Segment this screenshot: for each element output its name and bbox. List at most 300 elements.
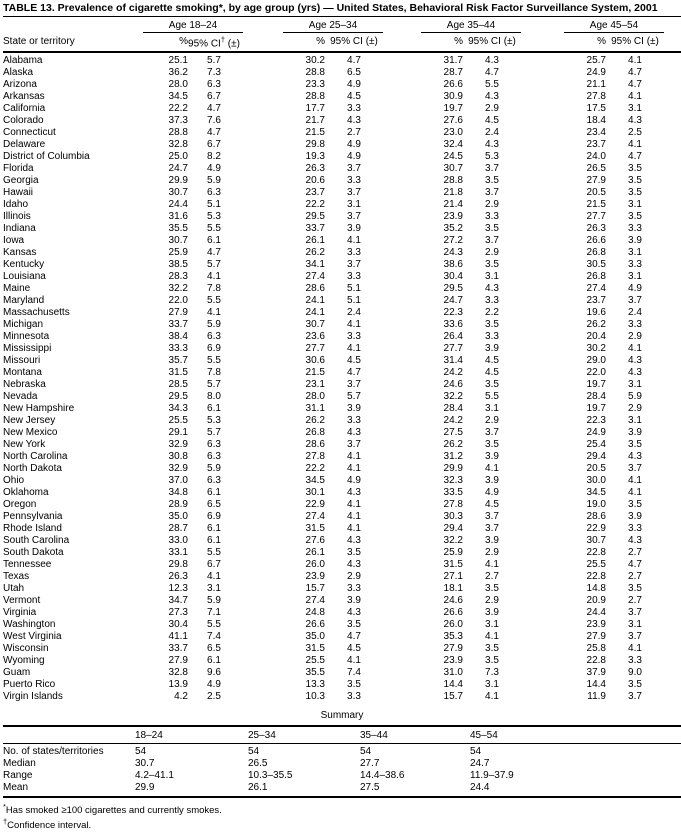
state-name: Guam — [3, 667, 31, 679]
pct-value: 33.7 — [168, 643, 188, 655]
pct-value: 20.5 — [586, 463, 606, 475]
pct-value: 22.0 — [168, 295, 188, 307]
state-name: Arizona — [3, 79, 37, 91]
state-name: New Mexico — [3, 427, 58, 439]
age-group-label: Age 18–24 — [143, 19, 243, 33]
row-spacer — [664, 499, 681, 511]
pct-value: 30.2 — [586, 343, 606, 355]
ci-value: 2.9 — [485, 547, 499, 559]
table-row — [3, 151, 681, 163]
state-col-spacer — [3, 17, 143, 33]
age-group-header-35-44 — [383, 17, 521, 33]
ci-value: 6.3 — [207, 439, 221, 451]
summary-table — [3, 725, 681, 798]
row-spacer — [664, 679, 681, 691]
pct-value: 33.0 — [168, 535, 188, 547]
ci-value: 3.7 — [347, 439, 361, 451]
row-spacer — [664, 355, 681, 367]
table-row — [3, 547, 681, 559]
row-spacer — [664, 67, 681, 79]
ci-value: 3.9 — [485, 607, 499, 619]
ci-value: 3.7 — [347, 379, 361, 391]
ci-value: 7.4 — [347, 667, 361, 679]
ci-value: 6.7 — [207, 559, 221, 571]
table-row — [3, 595, 681, 607]
pct-value: 19.7 — [443, 103, 463, 115]
pct-value: 24.9 — [586, 427, 606, 439]
pct-value: 31.5 — [168, 367, 188, 379]
pct-value: 26.1 — [305, 235, 325, 247]
pct-value: 31.0 — [443, 667, 463, 679]
ci-value: 5.5 — [207, 547, 221, 559]
ci-value: 2.9 — [347, 571, 361, 583]
ci-value: 3.1 — [628, 619, 642, 631]
table-row — [3, 451, 681, 463]
pct-value: 23.7 — [305, 187, 325, 199]
pct-column-header: % — [597, 36, 606, 48]
table-row — [3, 163, 681, 175]
ci-value: 2.9 — [628, 403, 642, 415]
state-name: Georgia — [3, 175, 39, 187]
pct-value: 22.0 — [586, 367, 606, 379]
ci-value: 3.7 — [628, 607, 642, 619]
row-spacer — [664, 223, 681, 235]
row-spacer — [664, 655, 681, 667]
ci-value: 4.7 — [628, 79, 642, 91]
pct-value: 28.0 — [305, 391, 325, 403]
ci-value: 4.1 — [347, 235, 361, 247]
summary-value: 26.5 — [248, 758, 268, 770]
pct-value: 29.5 — [443, 283, 463, 295]
row-spacer — [664, 619, 681, 631]
ci-value: 3.5 — [485, 223, 499, 235]
row-spacer — [664, 583, 681, 595]
ci-value: 6.3 — [207, 79, 221, 91]
pct-value: 31.5 — [443, 559, 463, 571]
state-name: Maryland — [3, 295, 45, 307]
pct-value: 10.3 — [305, 691, 325, 703]
table-row — [3, 319, 681, 331]
pct-value: 19.0 — [586, 499, 606, 511]
ci-value: 5.5 — [485, 79, 499, 91]
ci-value: 3.5 — [485, 655, 499, 667]
row-spacer — [664, 175, 681, 187]
state-name: Kentucky — [3, 259, 45, 271]
ci-value: 6.3 — [207, 187, 221, 199]
ci-value: 3.3 — [485, 331, 499, 343]
pct-value: 26.6 — [586, 235, 606, 247]
ci-value: 4.5 — [485, 355, 499, 367]
pct-value: 21.5 — [586, 199, 606, 211]
ci-value: 8.2 — [207, 151, 221, 163]
state-name: Virgin Islands — [3, 691, 63, 703]
state-column-header: State or territory — [3, 36, 75, 48]
ci-value: 4.5 — [347, 643, 361, 655]
summary-value: 30.7 — [135, 758, 155, 770]
pct-value: 27.6 — [305, 535, 325, 547]
pct-column-header: % — [316, 36, 325, 48]
summary-row — [3, 758, 681, 770]
row-spacer — [664, 211, 681, 223]
ci-value: 6.3 — [207, 451, 221, 463]
pct-value: 31.2 — [443, 451, 463, 463]
table-row — [3, 415, 681, 427]
pct-value: 27.4 — [305, 271, 325, 283]
pct-value: 30.7 — [443, 163, 463, 175]
summary-value: 27.7 — [360, 758, 380, 770]
ci-value: 7.6 — [207, 115, 221, 127]
pct-value: 13.9 — [168, 679, 188, 691]
pct-value: 24.4 — [168, 199, 188, 211]
table-row — [3, 139, 681, 151]
ci-value: 6.1 — [207, 487, 221, 499]
summary-value: 4.2–41.1 — [135, 770, 174, 782]
ci-header-text: (±) — [225, 38, 240, 50]
summary-value: 27.5 — [360, 782, 380, 794]
pct-value: 24.2 — [443, 415, 463, 427]
pct-value: 22.8 — [586, 655, 606, 667]
ci-value: 4.1 — [347, 451, 361, 463]
pct-value: 26.8 — [305, 427, 325, 439]
pct-value: 34.1 — [305, 259, 325, 271]
ci-value: 6.1 — [207, 235, 221, 247]
ci-value: 3.7 — [485, 427, 499, 439]
row-spacer — [664, 559, 681, 571]
ci-value: 4.9 — [347, 139, 361, 151]
pct-value: 27.3 — [168, 607, 188, 619]
summary-row-label: No. of states/territories — [3, 746, 104, 758]
table-row — [3, 271, 681, 283]
pct-value: 30.7 — [586, 535, 606, 547]
ci-value: 4.9 — [347, 151, 361, 163]
pct-value: 28.8 — [305, 91, 325, 103]
age-group-header-18-24 — [143, 17, 240, 33]
pct-value: 38.5 — [168, 259, 188, 271]
pct-value: 27.9 — [443, 643, 463, 655]
ci-value: 3.5 — [347, 619, 361, 631]
pct-column-header: % — [179, 36, 188, 48]
ci-value: 3.5 — [628, 583, 642, 595]
ci-value: 6.1 — [207, 403, 221, 415]
ci-value: 3.7 — [485, 187, 499, 199]
table-row — [3, 67, 681, 79]
ci-value: 3.1 — [347, 199, 361, 211]
pct-value: 22.2 — [168, 103, 188, 115]
ci-value: 4.1 — [628, 139, 642, 151]
pct-value: 27.8 — [443, 499, 463, 511]
table-row — [3, 463, 681, 475]
pct-value: 25.4 — [586, 439, 606, 451]
summary-value: 54 — [248, 746, 260, 758]
row-spacer — [664, 595, 681, 607]
pct-value: 30.5 — [586, 259, 606, 271]
ci-value: 3.3 — [347, 175, 361, 187]
state-name: Washington — [3, 619, 56, 631]
table-row — [3, 391, 681, 403]
ci-value: 5.1 — [207, 199, 221, 211]
footnote-ci — [3, 816, 681, 831]
ci-value: 3.5 — [485, 319, 499, 331]
table-row — [3, 583, 681, 595]
row-spacer — [664, 487, 681, 499]
summary-body — [3, 744, 681, 798]
ci-value: 4.7 — [628, 151, 642, 163]
ci-value: 5.5 — [207, 619, 221, 631]
ci-value: 7.8 — [207, 283, 221, 295]
table-row — [3, 283, 681, 295]
ci-value: 3.9 — [628, 235, 642, 247]
ci-value: 5.9 — [207, 463, 221, 475]
ci-value: 4.1 — [628, 487, 642, 499]
ci-value: 3.3 — [628, 655, 642, 667]
pct-value: 24.7 — [443, 295, 463, 307]
table-row — [3, 439, 681, 451]
ci-value: 3.1 — [485, 619, 499, 631]
ci-value: 5.9 — [628, 391, 642, 403]
ci-value: 4.3 — [347, 607, 361, 619]
pct-value: 26.8 — [586, 247, 606, 259]
table-row — [3, 403, 681, 415]
pct-value: 25.5 — [586, 559, 606, 571]
ci-value: 3.7 — [628, 631, 642, 643]
table-row — [3, 691, 681, 703]
state-name: Missouri — [3, 355, 41, 367]
pct-value: 25.5 — [168, 415, 188, 427]
ci-value: 2.7 — [628, 547, 642, 559]
ci-value: 2.5 — [207, 691, 221, 703]
ci-column-header: 95% CI (±) — [468, 36, 516, 48]
pct-value: 22.9 — [305, 499, 325, 511]
pct-value: 20.4 — [586, 331, 606, 343]
ci-value: 3.7 — [485, 523, 499, 535]
state-name: Vermont — [3, 595, 41, 607]
state-name: Delaware — [3, 139, 46, 151]
row-spacer — [664, 571, 681, 583]
ci-value: 9.6 — [207, 667, 221, 679]
pct-value: 31.6 — [168, 211, 188, 223]
state-name: South Carolina — [3, 535, 70, 547]
row-spacer — [664, 247, 681, 259]
pct-value: 20.6 — [305, 175, 325, 187]
ci-value: 4.7 — [485, 67, 499, 79]
state-name: Florida — [3, 163, 34, 175]
row-spacer — [664, 367, 681, 379]
pct-value: 35.5 — [168, 223, 188, 235]
pct-value: 34.3 — [168, 403, 188, 415]
ci-column-header: 95% CI (±) — [330, 36, 378, 48]
row-spacer — [664, 139, 681, 151]
row-spacer — [664, 319, 681, 331]
ci-value: 6.9 — [207, 343, 221, 355]
pct-value: 26.0 — [305, 559, 325, 571]
table-row — [3, 247, 681, 259]
pct-value: 17.7 — [305, 103, 325, 115]
row-spacer — [664, 451, 681, 463]
pct-value: 23.7 — [586, 139, 606, 151]
pct-value: 26.3 — [586, 223, 606, 235]
pct-value: 34.5 — [305, 475, 325, 487]
ci-value: 2.2 — [485, 307, 499, 319]
pct-value: 29.4 — [586, 451, 606, 463]
ci-value: 3.5 — [485, 259, 499, 271]
table-row — [3, 211, 681, 223]
pct-value: 29.9 — [443, 463, 463, 475]
summary-value: 24.7 — [470, 758, 490, 770]
row-spacer — [664, 607, 681, 619]
ci-value: 3.7 — [347, 187, 361, 199]
state-name: District of Columbia — [3, 151, 90, 163]
pct-value: 28.6 — [305, 439, 325, 451]
pct-value: 23.6 — [305, 331, 325, 343]
pct-value: 4.2 — [174, 691, 188, 703]
summary-value: 10.3–35.5 — [248, 770, 293, 782]
ci-value: 4.1 — [347, 499, 361, 511]
ci-value: 2.4 — [347, 307, 361, 319]
pct-value: 27.2 — [443, 235, 463, 247]
ci-value: 4.3 — [628, 535, 642, 547]
summary-row-label: Mean — [3, 782, 29, 794]
state-name: Alaska — [3, 67, 34, 79]
state-name: Utah — [3, 583, 25, 595]
state-name: New York — [3, 439, 46, 451]
pct-value: 22.2 — [305, 463, 325, 475]
ci-value: 4.3 — [347, 559, 361, 571]
ci-value: 4.1 — [347, 463, 361, 475]
table-row — [3, 523, 681, 535]
state-name: Michigan — [3, 319, 44, 331]
pct-value: 26.6 — [443, 607, 463, 619]
pct-value: 32.2 — [443, 391, 463, 403]
pct-value: 25.9 — [168, 247, 188, 259]
ci-value: 5.9 — [207, 319, 221, 331]
pct-value: 27.4 — [305, 511, 325, 523]
ci-value: 4.1 — [347, 319, 361, 331]
pct-value: 21.1 — [586, 79, 606, 91]
ci-value: 4.9 — [347, 475, 361, 487]
state-name: Massachusetts — [3, 307, 70, 319]
age-group-label: Age 25–34 — [283, 19, 383, 33]
age-group-label: Age 35–44 — [421, 19, 521, 33]
state-name: Idaho — [3, 199, 29, 211]
table-row — [3, 331, 681, 343]
pct-value: 29.8 — [168, 559, 188, 571]
state-name: Puerto Rico — [3, 679, 56, 691]
column-subheader-row — [3, 33, 681, 52]
state-name: Montana — [3, 367, 42, 379]
pct-value: 28.6 — [586, 511, 606, 523]
ci-value: 3.9 — [485, 535, 499, 547]
ci-column-header-first — [188, 33, 240, 52]
ci-value: 4.7 — [207, 247, 221, 259]
pct-value: 32.2 — [443, 535, 463, 547]
table-row — [3, 223, 681, 235]
right-spacer — [664, 17, 681, 33]
ci-value: 5.5 — [207, 355, 221, 367]
pct-value: 27.1 — [443, 571, 463, 583]
pct-value: 14.4 — [443, 679, 463, 691]
pct-value: 21.5 — [305, 127, 325, 139]
pct-value: 24.1 — [305, 307, 325, 319]
pct-value: 22.3 — [443, 307, 463, 319]
pct-value: 24.5 — [443, 151, 463, 163]
state-name: Texas — [3, 571, 30, 583]
summary-row-label: Range — [3, 770, 33, 782]
pct-value: 25.7 — [586, 55, 606, 67]
pct-value: 30.1 — [305, 487, 325, 499]
ci-value: 3.9 — [628, 427, 642, 439]
pct-value: 23.0 — [443, 127, 463, 139]
pct-value: 26.2 — [305, 415, 325, 427]
pct-value: 26.5 — [586, 163, 606, 175]
table-row — [3, 619, 681, 631]
pct-value: 35.5 — [305, 667, 325, 679]
ci-value: 5.1 — [347, 295, 361, 307]
ci-value: 5.3 — [485, 151, 499, 163]
ci-value: 4.5 — [347, 355, 361, 367]
pct-value: 33.7 — [305, 223, 325, 235]
pct-value: 28.0 — [168, 79, 188, 91]
footnote-text: Confidence interval. — [7, 820, 92, 832]
ci-value: 4.3 — [347, 535, 361, 547]
ci-value: 2.9 — [485, 103, 499, 115]
pct-value: 27.7 — [443, 343, 463, 355]
pct-value: 26.2 — [305, 247, 325, 259]
pct-value: 27.9 — [586, 175, 606, 187]
pct-value: 30.8 — [168, 451, 188, 463]
summary-value: 26.1 — [248, 782, 268, 794]
right-spacer — [664, 33, 681, 52]
pct-value: 22.8 — [586, 571, 606, 583]
pct-value: 35.7 — [168, 355, 188, 367]
ci-value: 4.3 — [628, 367, 642, 379]
pct-value: 22.8 — [586, 547, 606, 559]
row-spacer — [664, 235, 681, 247]
ci-value: 2.7 — [628, 571, 642, 583]
pct-value: 18.1 — [443, 583, 463, 595]
table-row — [3, 475, 681, 487]
ci-value: 4.3 — [485, 283, 499, 295]
ci-value: 5.7 — [207, 259, 221, 271]
ci-value: 3.9 — [485, 451, 499, 463]
pct-value: 18.4 — [586, 115, 606, 127]
summary-value: 24.4 — [470, 782, 490, 794]
ci-value: 3.9 — [485, 343, 499, 355]
pct-value: 19.7 — [586, 379, 606, 391]
ci-value: 3.1 — [207, 583, 221, 595]
pct-value: 12.3 — [168, 583, 188, 595]
pct-value: 25.5 — [305, 655, 325, 667]
table-row — [3, 355, 681, 367]
pct-value: 22.9 — [586, 523, 606, 535]
table-row — [3, 91, 681, 103]
state-name: Rhode Island — [3, 523, 62, 535]
ci-value: 4.1 — [207, 271, 221, 283]
ci-value: 6.5 — [207, 499, 221, 511]
ci-value: 4.3 — [628, 451, 642, 463]
ci-value: 5.5 — [207, 223, 221, 235]
dagger-footnote-marker: † — [3, 817, 8, 827]
ci-value: 3.5 — [628, 175, 642, 187]
ci-value: 3.7 — [485, 163, 499, 175]
ci-value: 5.3 — [207, 415, 221, 427]
ci-value: 4.1 — [628, 643, 642, 655]
pct-value: 30.2 — [305, 55, 325, 67]
ci-value: 9.0 — [628, 667, 642, 679]
state-name: New Jersey — [3, 415, 56, 427]
pct-value: 27.4 — [586, 283, 606, 295]
row-spacer — [664, 667, 681, 679]
ci-value: 6.3 — [207, 331, 221, 343]
